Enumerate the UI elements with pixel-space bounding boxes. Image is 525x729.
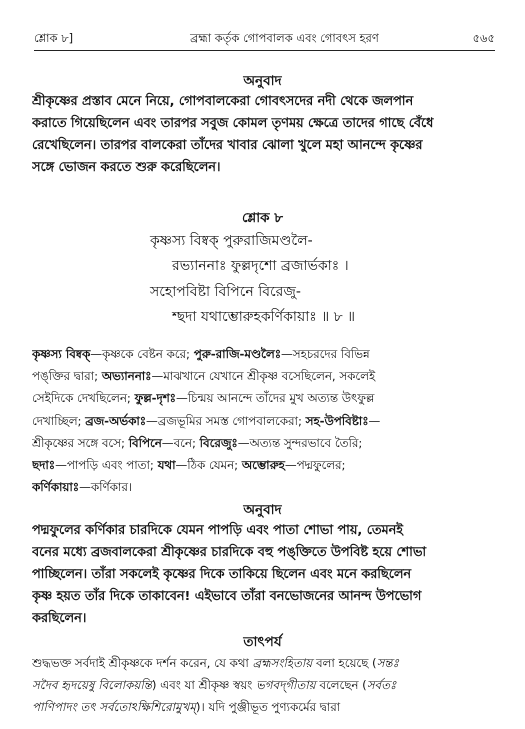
synonym-line [32, 454, 495, 476]
purport-text-emphasis: পাণিপাদং তৎ সর্বতোঽক্ষিশিরোমুখম্‌ [32, 700, 196, 714]
purport-text: বলেছেন ( [315, 678, 367, 692]
synonym-text: —সহচরদের বিভিন্ন [281, 347, 370, 361]
purport-heading: তাৎপর্য [243, 634, 282, 650]
synonym-line [32, 387, 495, 409]
translation2-line: পদ্মফুলের কর্ণিকার চারদিকে যেমন পাপড়ি এবং পাতা শোভা পায়, তেমনই [32, 523, 403, 538]
synonym-text-emphasis: কৃষ্ণস্য বিষ্বক্‌ [32, 347, 91, 361]
purport-paragraph [32, 652, 495, 718]
purport-text: ) এবং যা শ্রীকৃষ্ণ স্বয়ং [151, 678, 256, 692]
synonym-text-emphasis: ব্রজ-অর্ভকাঃ [85, 413, 147, 428]
synonym-text: —ব্রজভূমির সমস্ত গোপবালকেরা; [146, 413, 306, 428]
verse-line-2: রভ্যাননাঃ ফুল্লদৃশো ব্রজার্ভকাঃ । [172, 258, 349, 274]
header-verse-ref: শ্লোক ৮] [34, 31, 74, 45]
synonym-text-emphasis: সহ-উপবিষ্টাঃ [305, 413, 369, 428]
translation2-heading: অনুবাদ [243, 502, 282, 518]
translation-heading: অনুবাদ [243, 73, 282, 89]
synonym-text: —চিন্ময় আনন্দে তাঁদের মুখ অত্যন্ত উৎফুল্ল [175, 391, 375, 406]
synonym-text-emphasis: অভ্যাননাঃ [101, 369, 152, 384]
translation2-line: কৃষ্ণ হয়ত তাঁর দিকে তাকাবেন! এইভাবে তাঁরা বনভোজনের আনন্দ উপভোগ [32, 589, 422, 604]
purport-line [32, 696, 495, 718]
synonym-text: —ঠিক যেমন; [175, 458, 242, 473]
synonym-line [32, 432, 495, 454]
translation2-paragraph [32, 520, 495, 630]
verse-line-4: শ্ছদা যথাম্ভোরুহকর্ণিকায়াঃ ॥ ৮ ॥ [172, 309, 356, 325]
purport-text-emphasis: ব্রহ্মসংহিতায় [252, 656, 313, 670]
purport-line [32, 652, 495, 674]
synonym-text: —অত্যন্ত সুন্দরভাবে তৈরি; [237, 435, 363, 450]
synonym-line [32, 410, 495, 432]
synonym-text-emphasis: অম্ভোরুহ [241, 458, 285, 473]
synonym-text: দেখাচ্ছিল; [32, 413, 86, 428]
translation-line: রেখেছিলেন। তারপর বালকেরা তাঁদের খাবার ঝোলা খুলে মহা আনন্দে কৃষ্ণের [32, 138, 423, 153]
purport-line [32, 674, 495, 696]
synonym-text: — [368, 413, 381, 428]
synonym-line [32, 365, 495, 387]
synonym-text-emphasis: বিপিনে [128, 435, 162, 450]
translation-line: শ্রীকৃষ্ণের প্রস্তাব মেনে নিয়ে, গোপবালকেরা গোবৎসদের নদী থেকে জলপান [32, 94, 414, 109]
translation-line: সঙ্গে ভোজন করতে শুরু করেছিলেন। [32, 160, 221, 175]
translation2-line: করছিলেন। [32, 611, 87, 626]
verse-line-3: সহোপবিষ্টা বিপিনে বিরেজু- [150, 284, 301, 300]
translation-line: করাতে গিয়েছিলেন এবং তারপর সবুজ কোমল তৃণময় ক্ষেত্রে তাদের গাছে বেঁধে [32, 116, 434, 131]
synonym-text: —পাপড়ি এবং পাতা; [55, 458, 158, 473]
purport-text-emphasis: সন্তঃ [376, 656, 399, 670]
running-header [34, 28, 495, 51]
synonym-text: —মাঝখানে যেখানে শ্রীকৃষ্ণ বসেছিলেন, সকলেই [151, 369, 376, 384]
synonym-text: —কর্ণিকার। [79, 480, 133, 495]
synonym-text: —কৃষ্ণকে বেষ্টন করে; [90, 347, 194, 361]
verse-heading: শ্লোক ৮ [241, 210, 284, 226]
translation2-line: পাচ্ছিলেন। তাঁরা সকলেই কৃষ্ণের দিকে তাকিয়ে ছিলেন এবং মনে করছিলেন [32, 567, 412, 582]
synonym-text: সেইদিকে দেখছিলেন; [32, 391, 135, 406]
purport-text-emphasis: সদৈব হৃদয়েষু বিলোকয়ন্তি [32, 678, 152, 692]
purport-text-emphasis: সর্বতঃ [366, 678, 397, 692]
synonym-line [32, 343, 495, 365]
purport-text: শুদ্ধভক্ত সর্বদাই শ্রীকৃষ্ণকে দর্শন করেন, যে কথা [32, 656, 253, 670]
header-chapter-title: ব্রহ্মা কর্তৃক গোপবালক এবং গোবৎস হরণ [190, 31, 379, 45]
synonym-text-emphasis: ছদাঃ [32, 458, 56, 473]
synonym-text-emphasis: যথা [157, 458, 176, 473]
synonym-text-emphasis: পুরু-রাজি-মণ্ডলৈঃ [193, 347, 281, 361]
synonym-text: শ্রীকৃষ্ণের সঙ্গে বসে; [32, 435, 129, 450]
translation2-line: বনের মধ্যে ব্রজবালকেরা শ্রীকৃষ্ণের চারদিকে বহু পঙ্‌ক্তিতে উপবিষ্ট হয়ে শোভা [32, 545, 427, 560]
purport-text-emphasis: ভগবদ্‌গীতায় [256, 678, 316, 692]
page-number: ৫৬৫ [472, 31, 495, 45]
synonym-text-emphasis: কর্ণিকায়াঃ [32, 480, 80, 495]
verse-line-1: কৃষ্ণস্য বিষ্বক্‌ পুরুরাজিমণ্ডলৈ- [150, 233, 313, 249]
synonym-text-emphasis: বিরেজুঃ [199, 435, 238, 450]
translation-paragraph [32, 91, 495, 179]
synonym-text: —বনে; [161, 435, 200, 450]
purport-text: )। যদি পুঞ্জীভূত পুণ্যকর্মের দ্বারা [195, 700, 341, 714]
purport-text: বলা হয়েছে ( [312, 656, 377, 670]
synonym-line [32, 476, 495, 498]
synonym-text: পঙ্‌ক্তির দ্বারা; [32, 369, 102, 384]
synonym-text: —পদ্মফুলের; [284, 458, 346, 473]
synonym-text-emphasis: ফুল্ল-দৃশঃ [134, 391, 176, 406]
word-for-word-synonyms [32, 343, 495, 498]
